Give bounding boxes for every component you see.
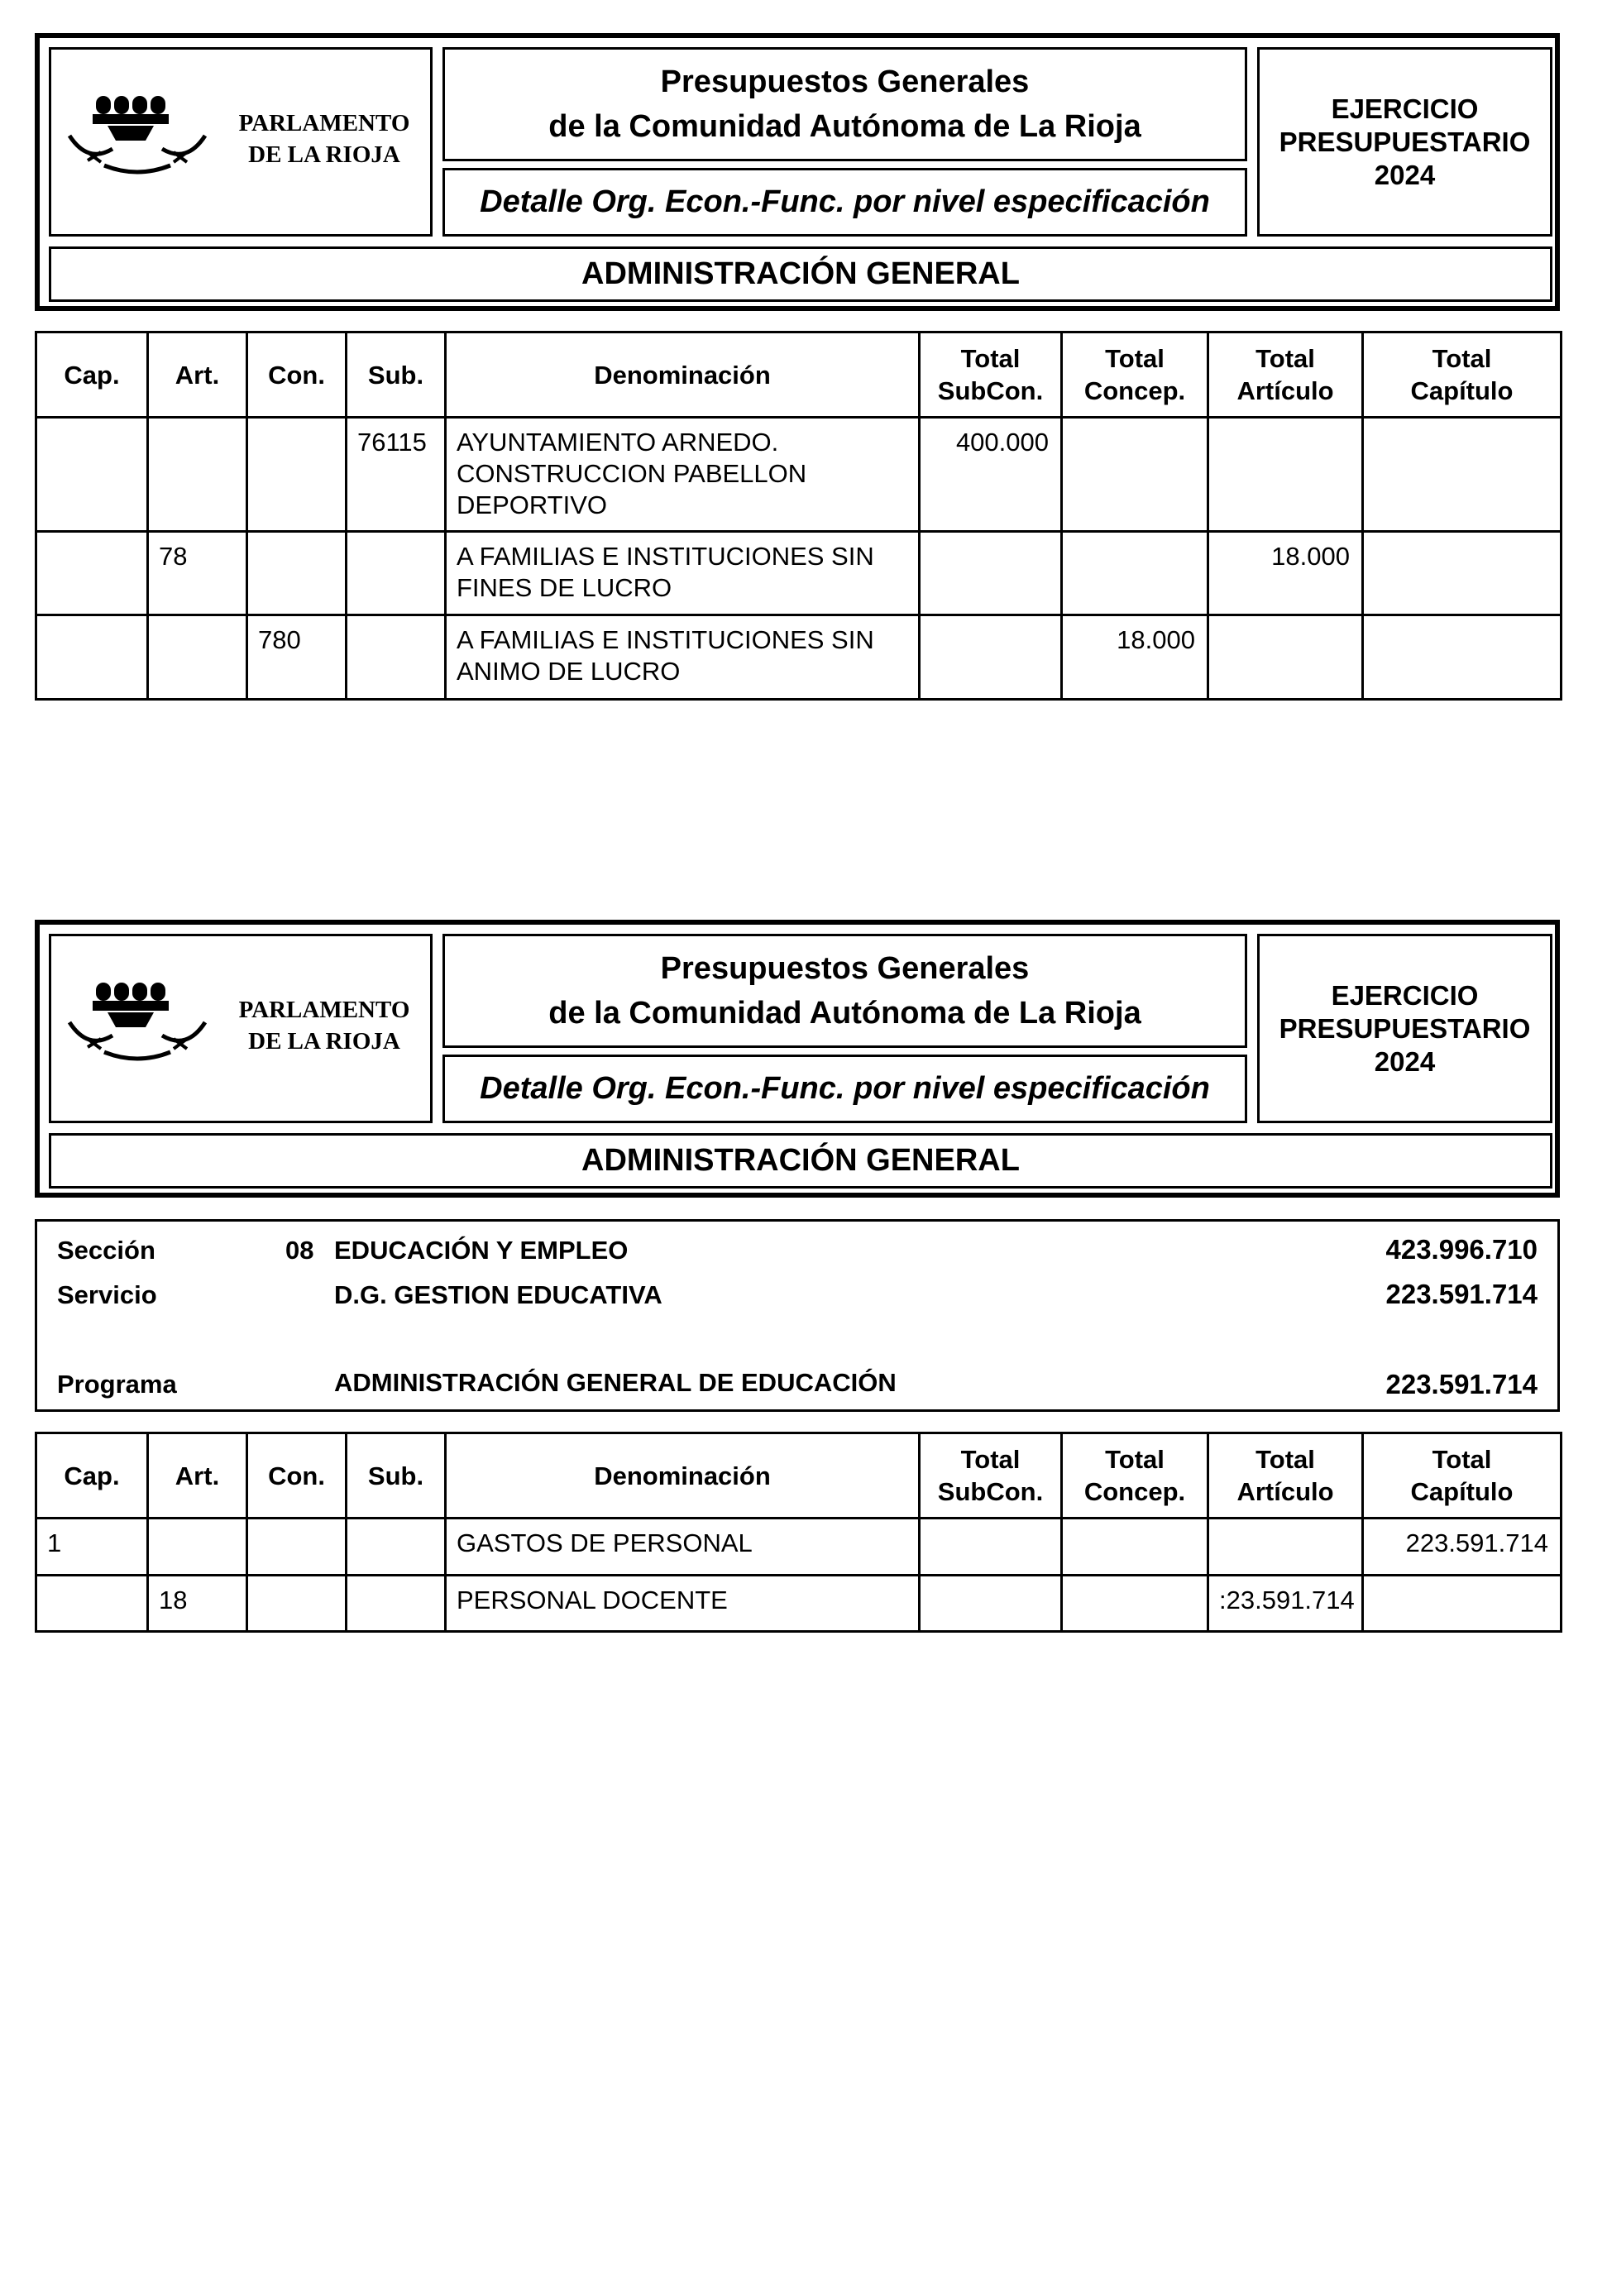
cell-sub: 76115	[347, 418, 446, 532]
col-total-articulo: Total Artículo	[1208, 332, 1363, 418]
cell-cap	[36, 532, 148, 615]
table-row	[36, 1576, 1562, 1632]
logo-text	[225, 108, 423, 170]
admin-panel	[49, 246, 1552, 302]
col-cap: Cap.	[36, 332, 148, 418]
col-total-capitulo: Total Capítulo	[1363, 332, 1562, 418]
table-header-row	[36, 1433, 1562, 1519]
logo-line-2: DE LA RIOJA	[248, 1028, 400, 1055]
col-denominacion: Denominación	[446, 1433, 920, 1519]
seccion-code: 08	[285, 1236, 314, 1265]
admin-title: ADMINISTRACIÓN GENERAL	[581, 1143, 1020, 1178]
cell-total-articulo	[1208, 418, 1363, 532]
budget-table-1	[35, 331, 1562, 701]
cell-cap	[36, 615, 148, 700]
programa-name: ADMINISTRACIÓN GENERAL DE EDUCACIÓN	[334, 1368, 897, 1397]
cell-total-subcon	[920, 532, 1062, 615]
cell-total-concep	[1062, 1576, 1208, 1632]
cell-total-articulo: 18.000	[1208, 532, 1363, 615]
title-panel	[442, 47, 1247, 161]
cell-sub	[347, 1576, 446, 1632]
admin-title: ADMINISTRACIÓN GENERAL	[581, 256, 1020, 291]
logo-text	[225, 994, 423, 1057]
col-art: Art.	[148, 332, 247, 418]
cell-sub	[347, 1519, 446, 1576]
cell-denominacion: A FAMILIAS E INSTITUCIONES SIN FINES DE LUCRO	[446, 532, 920, 615]
cell-total-capitulo	[1363, 1576, 1562, 1632]
section-info	[35, 1219, 1560, 1412]
col-total-concep: Total Concep.	[1062, 332, 1208, 418]
seccion-name: EDUCACIÓN Y EMPLEO	[334, 1236, 629, 1265]
ejercicio-year: 2024	[1374, 159, 1436, 190]
cell-denominacion: GASTOS DE PERSONAL	[446, 1519, 920, 1576]
cell-con	[247, 1519, 347, 1576]
cell-total-subcon: 400.000	[920, 418, 1062, 532]
cell-sub	[347, 615, 446, 700]
admin-panel	[49, 1133, 1552, 1189]
cell-total-subcon	[920, 1576, 1062, 1632]
title-line-1: Presupuestos Generales	[660, 951, 1030, 986]
col-total-capitulo: Total Capítulo	[1363, 1433, 1562, 1519]
col-art: Art.	[148, 1433, 247, 1519]
logo-panel	[49, 934, 433, 1123]
ejercicio-year: 2024	[1374, 1045, 1436, 1077]
programa-label: Programa	[57, 1370, 177, 1399]
logo-line-1: PARLAMENTO	[238, 110, 410, 136]
ejercicio-line-1: EJERCICIO	[1331, 979, 1479, 1011]
cell-total-concep: 18.000	[1062, 615, 1208, 700]
seccion-label: Sección	[57, 1236, 155, 1265]
servicio-name: D.G. GESTION EDUCATIVA	[334, 1280, 662, 1309]
title-panel	[442, 934, 1247, 1048]
cell-total-capitulo	[1363, 615, 1562, 700]
cell-total-capitulo	[1363, 532, 1562, 615]
cell-total-articulo: :23.591.714	[1208, 1576, 1363, 1632]
title-line-2: de la Comunidad Autónoma de La Rioja	[548, 109, 1141, 144]
col-con: Con.	[247, 332, 347, 418]
subtitle: Detalle Org. Econ.-Func. por nivel especificación	[480, 184, 1210, 219]
cell-cap: 1	[36, 1519, 148, 1576]
cell-total-articulo	[1208, 615, 1363, 700]
ejercicio-line-2: PRESUPUESTARIO	[1279, 126, 1531, 157]
ejercicio-line-1: EJERCICIO	[1331, 93, 1479, 124]
cell-con: 780	[247, 615, 347, 700]
cell-art	[148, 1519, 247, 1576]
report-header	[35, 920, 1560, 1198]
cell-total-capitulo: 223.591.714	[1363, 1519, 1562, 1576]
title-line-1: Presupuestos Generales	[660, 65, 1030, 99]
cell-con	[247, 532, 347, 615]
logo-panel	[49, 47, 433, 237]
parliament-logo-icon	[63, 976, 212, 1083]
cell-art	[148, 418, 247, 532]
col-cap: Cap.	[36, 1433, 148, 1519]
servicio-total: 223.591.714	[1385, 1279, 1538, 1309]
cell-cap	[36, 418, 148, 532]
subtitle: Detalle Org. Econ.-Func. por nivel especificación	[480, 1071, 1210, 1106]
cell-total-subcon	[920, 1519, 1062, 1576]
col-total-subcon: Total SubCon.	[920, 1433, 1062, 1519]
ejercicio-line-2: PRESUPUESTARIO	[1279, 1012, 1531, 1044]
cell-sub	[347, 532, 446, 615]
cell-art	[148, 615, 247, 700]
table-row	[36, 615, 1562, 700]
cell-art: 18	[148, 1576, 247, 1632]
title-line-2: de la Comunidad Autónoma de La Rioja	[548, 996, 1141, 1031]
logo-line-1: PARLAMENTO	[238, 997, 410, 1023]
cell-denominacion: A FAMILIAS E INSTITUCIONES SIN ANIMO DE LUCRO	[446, 615, 920, 700]
cell-cap	[36, 1576, 148, 1632]
col-total-concep: Total Concep.	[1062, 1433, 1208, 1519]
ejercicio-panel	[1257, 47, 1552, 237]
col-total-articulo: Total Artículo	[1208, 1433, 1363, 1519]
table-header-row	[36, 332, 1562, 418]
cell-total-concep	[1062, 532, 1208, 615]
cell-total-concep	[1062, 418, 1208, 532]
table-row	[36, 532, 1562, 615]
table-row	[36, 418, 1562, 532]
col-denominacion: Denominación	[446, 332, 920, 418]
cell-con	[247, 418, 347, 532]
col-sub: Sub.	[347, 332, 446, 418]
cell-denominacion: PERSONAL DOCENTE	[446, 1576, 920, 1632]
cell-con	[247, 1576, 347, 1632]
parliament-logo-icon	[63, 89, 212, 197]
col-total-subcon: Total SubCon.	[920, 332, 1062, 418]
seccion-total: 423.996.710	[1385, 1234, 1538, 1265]
table-row	[36, 1519, 1562, 1576]
servicio-label: Servicio	[57, 1280, 157, 1309]
subtitle-panel	[442, 168, 1247, 237]
report-header	[35, 33, 1560, 311]
col-con: Con.	[247, 1433, 347, 1519]
programa-total: 223.591.714	[1385, 1369, 1538, 1399]
cell-denominacion: AYUNTAMIENTO ARNEDO. CONSTRUCCION PABELLON DEPORTIVO	[446, 418, 920, 532]
cell-total-subcon	[920, 615, 1062, 700]
cell-total-concep	[1062, 1519, 1208, 1576]
col-sub: Sub.	[347, 1433, 446, 1519]
budget-table-2	[35, 1432, 1562, 1633]
subtitle-panel	[442, 1055, 1247, 1123]
cell-total-capitulo	[1363, 418, 1562, 532]
logo-line-2: DE LA RIOJA	[248, 141, 400, 168]
cell-total-articulo	[1208, 1519, 1363, 1576]
cell-art: 78	[148, 532, 247, 615]
ejercicio-panel	[1257, 934, 1552, 1123]
